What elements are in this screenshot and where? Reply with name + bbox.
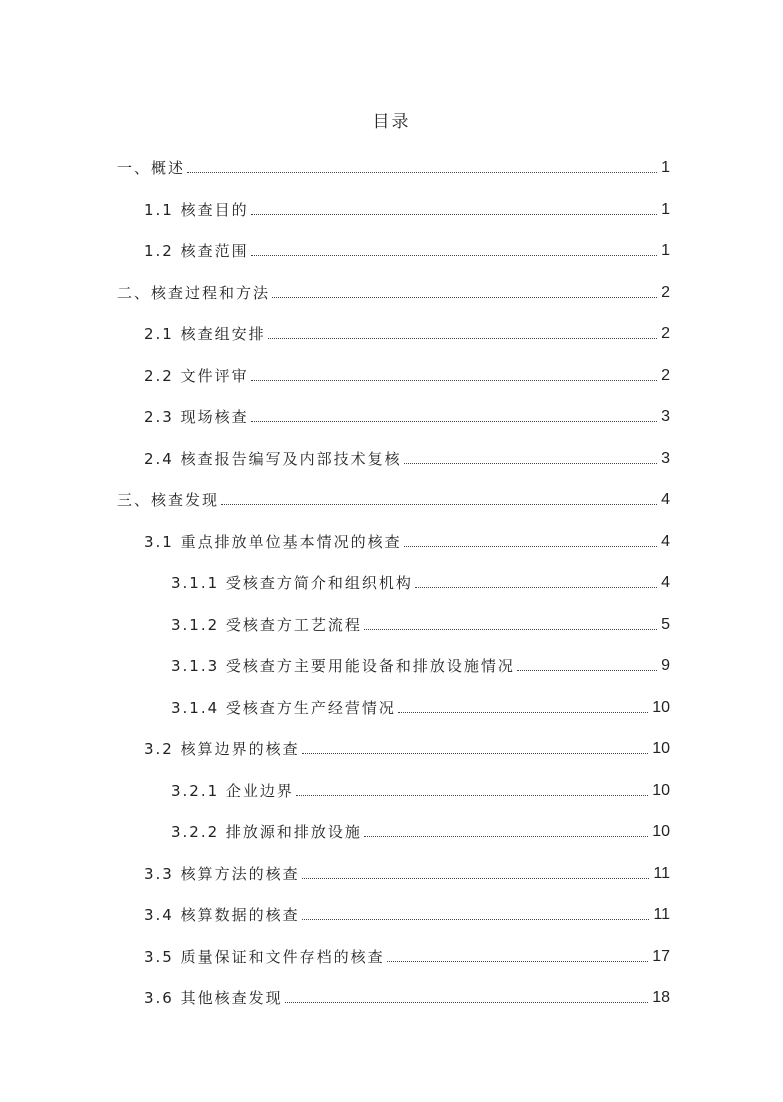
toc-entry[interactable]: [144, 444, 670, 470]
toc-entry-label: 1.1 核查目的: [144, 200, 249, 219]
toc-entry-page-number: 1: [661, 159, 670, 176]
toc-entry-page-number: 3: [661, 449, 670, 467]
toc-entry[interactable]: [117, 153, 670, 179]
toc-entry-label: 3.1.4 受核查方生产经营情况: [171, 698, 396, 717]
toc-entry-label: 3.2.2 排放源和排放设施: [171, 823, 362, 841]
toc-entry-label: 3.2 核算边界的核查: [144, 740, 300, 758]
toc-entry-page-number: 10: [652, 823, 670, 840]
toc-entry[interactable]: [144, 942, 670, 968]
toc-entry-page-number: 4: [661, 532, 670, 550]
toc-dot-leader: [364, 836, 648, 837]
toc-entry[interactable]: [117, 278, 670, 304]
toc-entry-page-number: 9: [661, 657, 670, 674]
toc-dot-leader: [268, 338, 657, 339]
toc-entry-label: 2.3 现场核查: [144, 408, 249, 426]
toc-entry[interactable]: [171, 610, 670, 636]
toc-entry-label: 二、核查过程和方法: [117, 283, 271, 302]
toc-entry[interactable]: [144, 402, 670, 428]
toc-entry[interactable]: [171, 817, 670, 843]
toc-dot-leader: [364, 629, 657, 630]
toc-dot-leader: [285, 1002, 649, 1003]
toc-entry-label: 2.2 文件评审: [144, 366, 249, 385]
toc-entry[interactable]: [144, 734, 670, 760]
toc-dot-leader: [272, 297, 657, 298]
toc-entry[interactable]: [117, 485, 670, 511]
toc-dot-leader: [251, 214, 657, 215]
toc-title: 目录: [372, 112, 411, 132]
toc-entry-label: 3.2.1 企业边界: [171, 781, 294, 800]
toc-entry-page-number: 11: [653, 906, 670, 923]
toc-entry[interactable]: [171, 693, 670, 719]
toc-entry-page-number: 10: [652, 781, 670, 799]
toc-entry-page-number: 18: [652, 989, 670, 1006]
toc-entry-label: 2.1 核查组安排: [144, 325, 266, 343]
toc-entry-label: 1.2 核查范围: [144, 242, 249, 260]
toc-dot-leader: [517, 670, 657, 671]
toc-dot-leader: [387, 961, 649, 962]
toc-entry[interactable]: [144, 859, 670, 885]
toc-dot-leader: [398, 712, 648, 713]
toc-dot-leader: [221, 504, 657, 505]
toc-entry-label: 3.1 重点排放单位基本情况的核查: [144, 532, 402, 551]
toc-entry-label: 3.5 质量保证和文件存档的核查: [144, 947, 385, 966]
toc-entry[interactable]: [144, 983, 670, 1009]
toc-entry-page-number: 10: [652, 698, 670, 716]
toc-dot-leader: [404, 463, 657, 464]
toc-entry-page-number: 5: [661, 615, 670, 633]
toc-entry-label: 3.1.3 受核查方主要用能设备和排放设施情况: [171, 657, 515, 675]
toc-entry-label: 一、概述: [117, 159, 186, 177]
toc-entry-page-number: 2: [661, 325, 670, 342]
toc-entry-page-number: 10: [652, 740, 670, 757]
toc-entry-page-number: 1: [661, 242, 670, 259]
toc-entry-label: 3.4 核算数据的核查: [144, 906, 300, 924]
toc-dot-leader: [302, 753, 649, 754]
toc-entry-page-number: 4: [661, 574, 670, 591]
toc-entry-label: 3.6 其他核查发现: [144, 989, 283, 1007]
toc-entry-page-number: 4: [661, 491, 670, 508]
toc-entry[interactable]: [171, 568, 670, 594]
toc-entry-label: 2.4 核查报告编写及内部技术复核: [144, 449, 402, 468]
toc-entry-page-number: 17: [652, 947, 670, 965]
toc-entry-label: 3.1.2 受核查方工艺流程: [171, 615, 362, 634]
toc-dot-leader: [415, 587, 657, 588]
toc-entry[interactable]: [144, 319, 670, 345]
toc-entry-label: 3.3 核算方法的核查: [144, 864, 300, 883]
toc-dot-leader: [296, 795, 648, 796]
toc-dot-leader: [251, 421, 657, 422]
toc-entry[interactable]: [144, 361, 670, 387]
toc-entry-page-number: 1: [661, 200, 670, 218]
toc-dot-leader: [187, 172, 657, 173]
toc-dot-leader: [251, 255, 657, 256]
toc-dot-leader: [302, 919, 650, 920]
toc-dot-leader: [302, 878, 650, 879]
toc-entry[interactable]: [171, 651, 670, 677]
toc-entry-page-number: 3: [661, 408, 670, 425]
toc-entry[interactable]: [171, 776, 670, 802]
toc-entry[interactable]: [144, 195, 670, 221]
toc-dot-leader: [251, 380, 657, 381]
toc-entry-page-number: 11: [653, 864, 670, 882]
toc-entry[interactable]: [144, 527, 670, 553]
toc-dot-leader: [404, 546, 657, 547]
toc-entry[interactable]: [144, 236, 670, 262]
toc-entry[interactable]: [144, 900, 670, 926]
toc-entry-page-number: 2: [661, 366, 670, 384]
toc-entry-label: 三、核查发现: [117, 491, 220, 509]
toc-entry-label: 3.1.1 受核查方简介和组织机构: [171, 574, 413, 592]
toc-entry-page-number: 2: [661, 283, 670, 301]
